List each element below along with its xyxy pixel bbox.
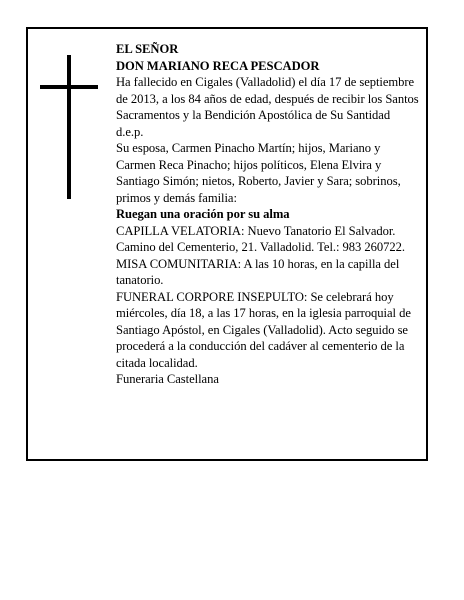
deceased-title: EL SEÑOR <box>116 42 179 56</box>
rest-in-peace-abbreviation: d.e.p. <box>116 124 144 139</box>
chapel-and-mass-details: CAPILLA VELATORIA: Nuevo Tanatorio El Salvador. Camino del Cementerio, 21. Valladolid. Tel.: 983 260722. MISA COMUNITARIA: A las 10 horas, en la capilla del tanatorio. <box>116 223 405 287</box>
family-members: Su esposa, Carmen Pinacho Martín; hijos, Mariano y Carmen Reca Pinacho; hijos políticos, Elena Elvira y Santiago Simón; nietos, Roberto, Javier y Sara; sobrinos, primos y demás familia: <box>116 141 401 205</box>
obituary-notice <box>26 27 428 461</box>
cross-vertical-bar <box>67 55 71 199</box>
obituary-text <box>116 41 422 388</box>
funeral-home-name: Funeraria Castellana <box>116 372 219 386</box>
cross-horizontal-bar <box>40 85 98 89</box>
funeral-details: FUNERAL CORPORE INSEPULTO: Se celebrará hoy miércoles, día 18, a las 17 horas, en la iglesia parroquial de Santiago Apóstol, en Cigales (Valladolid). Acto seguido se procederá a la conducción del cadáver al cementerio de la citada localidad. <box>116 289 411 370</box>
death-information: Ha fallecido en Cigales (Valladolid) el día 17 de septiembre de 2013, a los 84 años de edad, después de recibir los Santos Sacramentos y la Bendición Apostólica de Su Santidad <box>116 75 419 122</box>
cross-icon <box>40 55 98 199</box>
deceased-name: DON MARIANO RECA PESCADOR <box>116 58 320 73</box>
prayer-request: Ruegan una oración por su alma <box>116 207 290 221</box>
